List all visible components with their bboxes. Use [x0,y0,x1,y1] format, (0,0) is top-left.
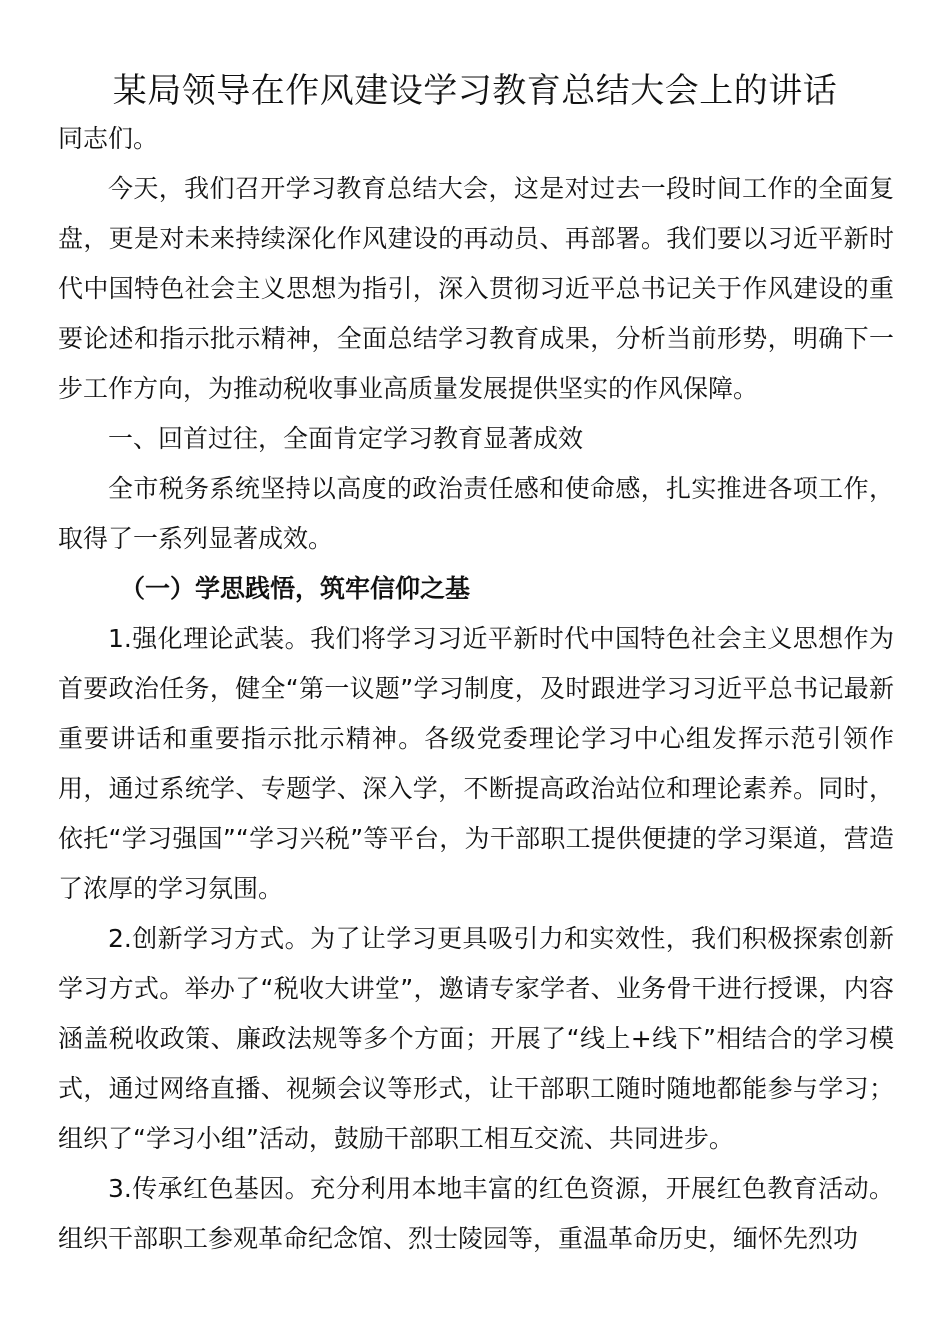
item-2: 2.创新学习方式。为了让学习更具吸引力和实效性，我们积极探索创新学习方式。举办了“税收大讲堂”，邀请专家学者、业务骨干进行授课，内容涵盖税收政策、廉政法规等多个方面；开展了“线上+线下”相结合的学习模式，通过网络直播、视频会议等形式，让干部职工随时随地都能参与学习；组织了“学习小组”活动，鼓励干部职工相互交流、共同进步。 [58,924,894,1153]
subheading-1: （一）学思践悟，筑牢信仰之基 [120,574,471,603]
document-title: 某局领导在作风建设学习教育总结大会上的讲话 [112,71,838,111]
item-1: 1.强化理论武装。我们将学习习近平新时代中国特色社会主义思想作为首要政治任务，健全“第一议题”学习制度，及时跟进学习习近平总书记最新重要讲话和重要指示批示精神。各级党委理论学习中心组发挥示范引领作用，通过系统学、专题学、深入学，不断提高政治站位和理论素养。同时，依托“学习强国”“学习兴税”等平台，为干部职工提供便捷的学习渠道，营造了浓厚的学习氛围。 [58,624,894,903]
section-heading-1: 一、回首过往，全面肯定学习教育显著成效 [108,424,584,453]
item-3: 3.传承红色基因。充分利用本地丰富的红色资源，开展红色教育活动。组织干部职工参观革命纪念馆、烈士陵园等，重温革命历史，缅怀先烈功 [58,1174,894,1253]
salutation: 同志们。 [58,124,159,153]
paragraph-section-1-intro: 全市税务系统坚持以高度的政治责任感和使命感，扎实推进各项工作，取得了一系列显著成效。 [58,474,894,553]
document-body [58,114,894,1264]
paragraph-intro: 今天，我们召开学习教育总结大会，这是对过去一段时间工作的全面复盘，更是对未来持续深化作风建设的再动员、再部署。我们要以习近平新时代中国特色社会主义思想为指引，深入贯彻习近平总书记关于作风建设的重要论述和指示批示精神，全面总结学习教育成果，分析当前形势，明确下一步工作方向，为推动税收事业高质量发展提供坚实的作风保障。 [58,174,894,403]
